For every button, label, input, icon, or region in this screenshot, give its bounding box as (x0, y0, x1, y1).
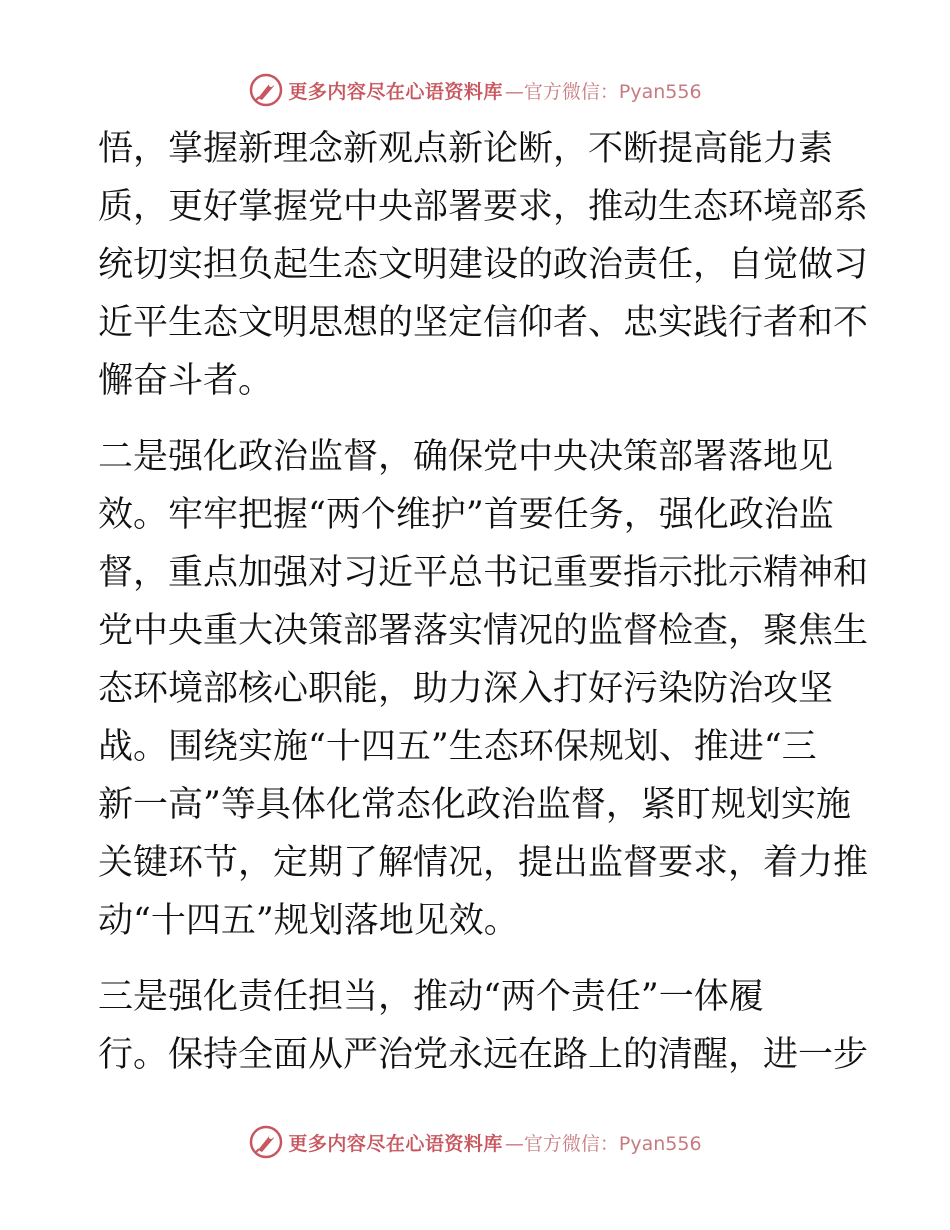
text-line: 统切实担负起生态文明建设的政治责任，自觉做习 (98, 245, 869, 285)
paragraph-1 (98, 120, 869, 410)
text-line: 三是强化责任担当，推动“两个责任”一体履 (98, 977, 764, 1017)
text-line: 行。保持全面从严治党永远在路上的清醒，进一步 (98, 1035, 869, 1075)
text-line: 近平生态文明思想的坚定信仰者、忠实践行者和不 (98, 303, 869, 343)
text-line: 效。牢牢把握“两个维护”首要任务，强化政治监 (98, 495, 834, 535)
text-line: 党中央重大决策部署落实情况的监督检查，聚焦生 (98, 611, 869, 651)
text-line: 关键环节，定期了解情况，提出监督要求，着力推 (98, 843, 869, 883)
footer-watermark (0, 1124, 950, 1160)
pen-nib-logo-icon (248, 72, 284, 108)
text-line: 战。围绕实施“十四五”生态环保规划、推进“三 (98, 727, 817, 767)
text-line: 新一高”等具体化常态化政治监督，紧盯规划实施 (98, 785, 851, 825)
text-line: 态环境部核心职能，助力深入打好污染防治攻坚 (98, 669, 834, 709)
watermark-brand: 更多内容尽在心语资料库 (288, 1132, 503, 1155)
text-line: 悟，掌握新理念新观点新论断，不断提高能力素 (98, 129, 834, 169)
pen-nib-logo-icon (248, 1124, 284, 1160)
header-watermark (0, 72, 950, 108)
watermark-suffix: —官方微信：Pyan556 (504, 80, 702, 103)
text-line: 懈奋斗者。 (98, 361, 274, 401)
watermark-brand: 更多内容尽在心语资料库 (288, 80, 503, 103)
text-line: 质，更好掌握党中央部署要求，推动生态环境部系 (98, 187, 869, 227)
text-line: 二是强化政治监督，确保党中央决策部署落地见 (98, 437, 834, 477)
watermark-suffix: —官方微信：Pyan556 (504, 1132, 702, 1155)
text-line: 动“十四五”规划落地见效。 (98, 901, 519, 941)
document-body (98, 120, 869, 1084)
paragraph-2 (98, 428, 869, 950)
text-line: 督，重点加强对习近平总书记重要指示批示精神和 (98, 553, 869, 593)
paragraph-3 (98, 968, 869, 1084)
